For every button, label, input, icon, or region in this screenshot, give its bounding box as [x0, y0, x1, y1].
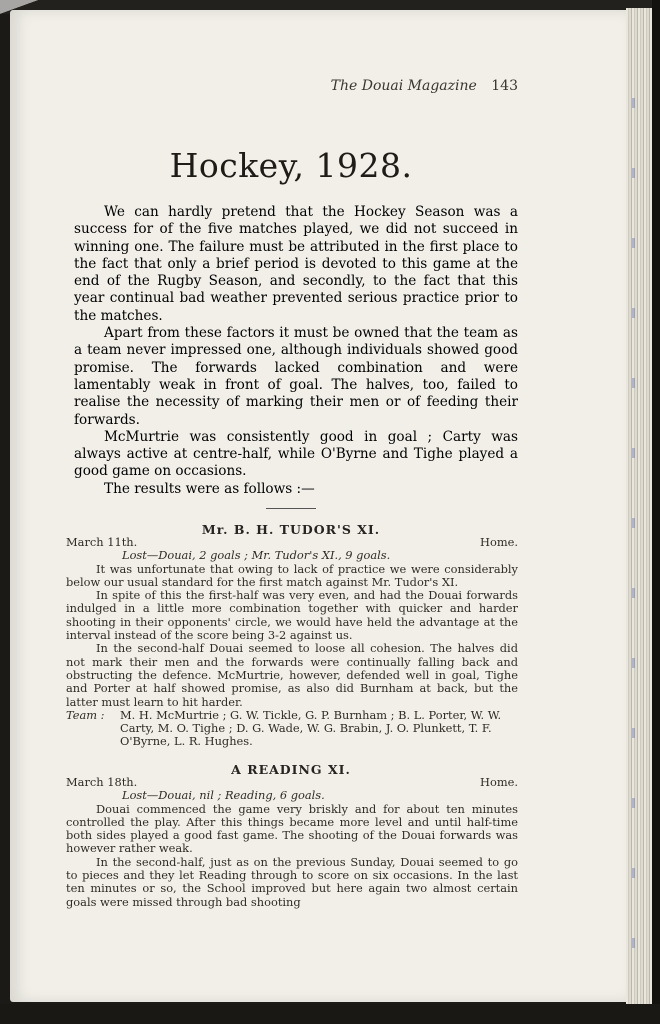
page-number: 143	[491, 78, 518, 94]
match-report	[66, 776, 518, 909]
match-date-line	[66, 536, 518, 549]
match-result: Lost—Douai, 2 goals ; Mr. Tudor's XI., 9 goals.	[122, 548, 391, 563]
team-line	[66, 709, 518, 749]
match-date-line	[66, 776, 518, 789]
intro-paragraph: The results were as follows :—	[104, 480, 315, 497]
report-paragraph: In the second-half Douai seemed to loose all cohesion. The halves did not mark their men and the forwards were continually falling back and obstructing the defence. McMurtrie, however, defended well in goal, Tighe and Porter at half showed promise, as also did Burnham at back, but the latter must learn to hit harder.	[66, 641, 518, 709]
match-heading: Mr. B. H. TUDOR'S XI.	[201, 522, 381, 537]
intro-paragraph: McMurtrie was consistently good in goal ; Carty was always active at centre-half, while O'Byrne and Tighe played a good game on occasions.	[74, 428, 518, 480]
bottom-band	[0, 1004, 660, 1024]
match-venue: Home.	[480, 775, 518, 789]
report-paragraph: In the second-half, just as on the previous Sunday, Douai seemed to go to pieces and they let Reading through to score on six occasions. In the last ten minutes or so, the School improved but here again two almost certain goals were missed through bad shooting	[66, 854, 518, 909]
match-date: March 11th.	[66, 535, 138, 549]
intro-paragraph: We can hardly pretend that the Hockey Season was a success for of the five matches played, we did not succeed in winning one. The failure must be attributed in the first place to the fact that only a brief period is devoted to this game at the end of the Rugby Season, and secondly, to the fact that this year continual bad weather prevented serious practice prior to the matches.	[74, 204, 518, 324]
article-title: Hockey, 1928.	[169, 146, 413, 185]
team-list: M. H. McMurtrie ; G. W. Tickle, G. P. Burnham ; B. L. Porter, W. W. Carty, M. O. Tighe ; D. G. Wade, W. G. Brabin, J. O. Plunkett, T. F. O'Byrne, L. R. Hughes.	[120, 707, 502, 749]
report-paragraph: Douai commenced the game very briskly and for about ten minutes controlled the play. After this things became more level and until half-time both sides played a good fast game. The shooting of the Douai forwards was however rather weak.	[66, 801, 518, 856]
report-paragraph: In spite of this the first-half was very even, and had the Douai forwards indulged in a little more combination together with quicker and harder shooting in their opponents' circle, we would have held the advantage at the interval instead of the score being 3-2 against us.	[66, 588, 518, 643]
match-heading: A READING XI.	[231, 762, 351, 777]
magazine-name: The Douai Magazine	[330, 78, 477, 94]
report-paragraph: It was unfortunate that owing to lack of practice we were considerably below our usual standard for the first match against Mr. Tudor's XI.	[66, 561, 518, 589]
page-edges	[626, 8, 652, 1004]
section-divider	[266, 508, 316, 509]
match-report	[66, 536, 518, 749]
intro-paragraph: Apart from these factors it must be owned that the team as a team never impressed one, although individuals showed good promise. The forwards lacked combination and were lamentably weak in front of goal. The halves, too, failed to realise the necessity of marking their men or of feeding their forwards.	[74, 325, 518, 428]
running-head	[64, 78, 518, 94]
right-edge-shadow	[652, 0, 660, 1024]
intro-text	[74, 204, 518, 498]
team-label: Team :	[66, 707, 105, 722]
match-venue: Home.	[480, 535, 518, 549]
match-date: March 18th.	[66, 775, 138, 789]
match-result: Lost—Douai, nil ; Reading, 6 goals.	[122, 788, 325, 803]
page-corner	[0, 0, 40, 16]
